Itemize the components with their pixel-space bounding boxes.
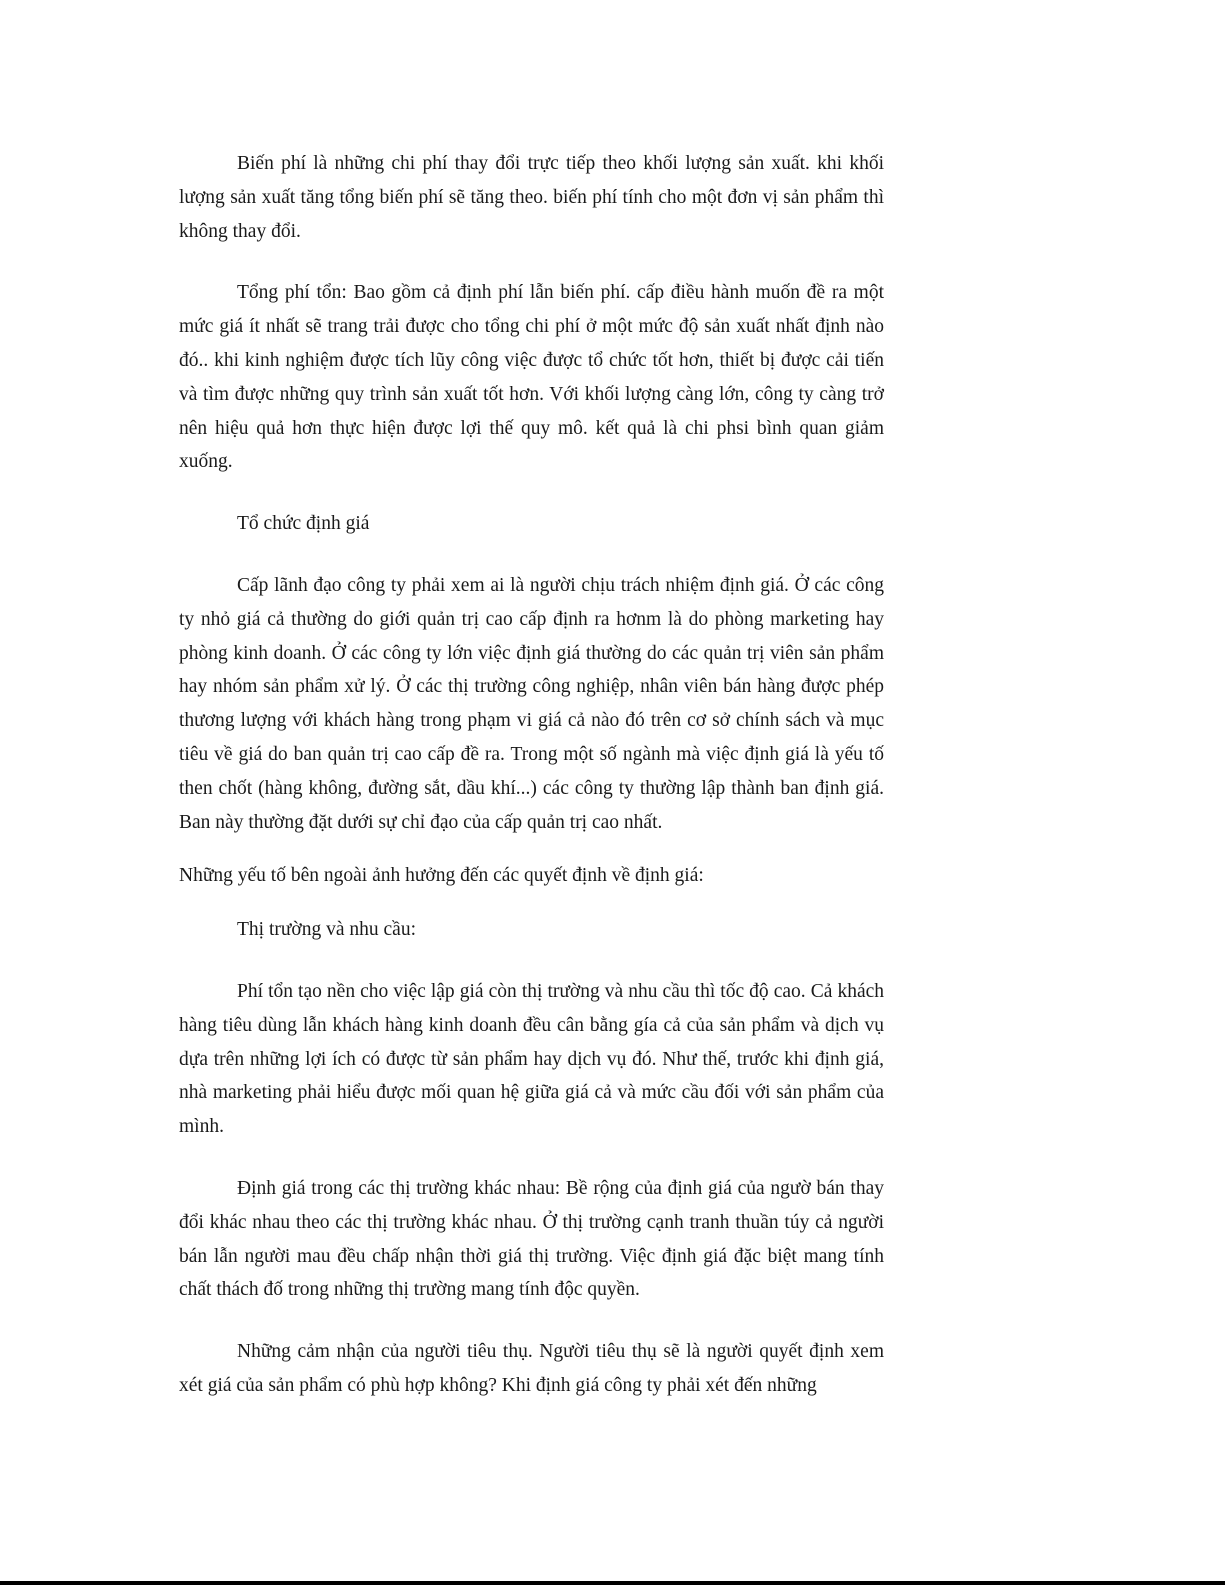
- heading-pricing-organization: Tổ chức định giá: [237, 513, 370, 535]
- paragraph-variable-cost: Biến phí là những chi phí thay đổi trực tiếp theo khối lượng sản xuất. khi khối lượng sản xuất tăng tổng biến phí sẽ tăng theo. biến phí tính cho một đơn vị sản phẩm thì không thay đổi.: [179, 153, 884, 242]
- paragraph-total-cost: Tổng phí tổn: Bao gồm cả định phí lẫn biến phí. cấp điều hành muốn đề ra một mức giá ít nhất sẽ trang trải được cho tổng chi phí ở một mức độ sản xuất nhất định nào đó.. khi kinh nghiệm được tích lũy công việc được tổ chức tốt hơn, thiết bị được cải tiến và tìm được những quy trình sản xuất tốt hơn. Với khối lượng càng lớn, công ty càng trở nên hiệu quả hơn thực hiện được lợi thế quy mô. kết quả là chi phsi bình quan giảm xuống.: [179, 282, 884, 473]
- page-bottom-border: [0, 1581, 1225, 1585]
- paragraph-pricing-organization: Cấp lãnh đạo công ty phải xem ai là người chịu trách nhiệm định giá. Ở các công ty nhỏ giá cả thường do giới quản trị cao cấp định ra hơnm là do phòng marketing hay phòng kinh doanh. Ở các công ty lớn việc định giá thường do các quản trị viên sản phẩm hay nhóm sản phẩm xử lý. Ở các thị trường công nghiệp, nhân viên bán hàng được phép thương lượng với khách hàng trong phạm vi giá cả nào đó trên cơ sở chính sách và mục tiêu về giá do ban quản trị cao cấp đề ra. Trong một số ngành mà việc định giá là yếu tố then chốt (hàng không, đường sắt, dầu khí...) các công ty thường lập thành ban định giá. Ban này thường đặt dưới sự chỉ đạo của cấp quản trị cao nhất.: [179, 574, 884, 833]
- paragraph-market-demand: Phí tổn tạo nền cho việc lập giá còn thị trường và nhu cầu thì tốc độ cao. Cả khách hàng tiêu dùng lẫn khách hàng kinh doanh đều cân bằng gía cả của sản phẩm và dịch vụ dựa trên những lợi ích có được từ sản phẩm hay dịch vụ đó. Như thế, trước khi định giá, nhà marketing phải hiểu được mối quan hệ giữa giá cả và mức cầu đối với sản phẩm của mình.: [179, 980, 884, 1138]
- paragraph-consumer-perception: Những cảm nhận của người tiêu thụ. Người tiêu thụ sẽ là người quyết định xem xét giá của sản phẩm có phù hợp không? Khi định giá công ty phải xét đến những: [179, 1341, 884, 1396]
- paragraph-pricing-markets: Định giá trong các thị trường khác nhau: Bề rộng của định giá của ngườ bán thay đổi khác nhau theo các thị trường khác nhau. Ở thị trường cạnh tranh thuần túy cả người bán lẫn người mau đều chấp nhận thời giá thị trường. Việc định giá đặc biệt mang tính chất thách đố trong những thị trường mang tính độc quyền.: [179, 1177, 884, 1301]
- heading-external-factors: Những yếu tố bên ngoài ảnh hưởng đến các quyết định về định giá:: [179, 865, 704, 887]
- document-body: [179, 147, 884, 1403]
- heading-market-demand: Thị trường và nhu cầu:: [237, 919, 417, 941]
